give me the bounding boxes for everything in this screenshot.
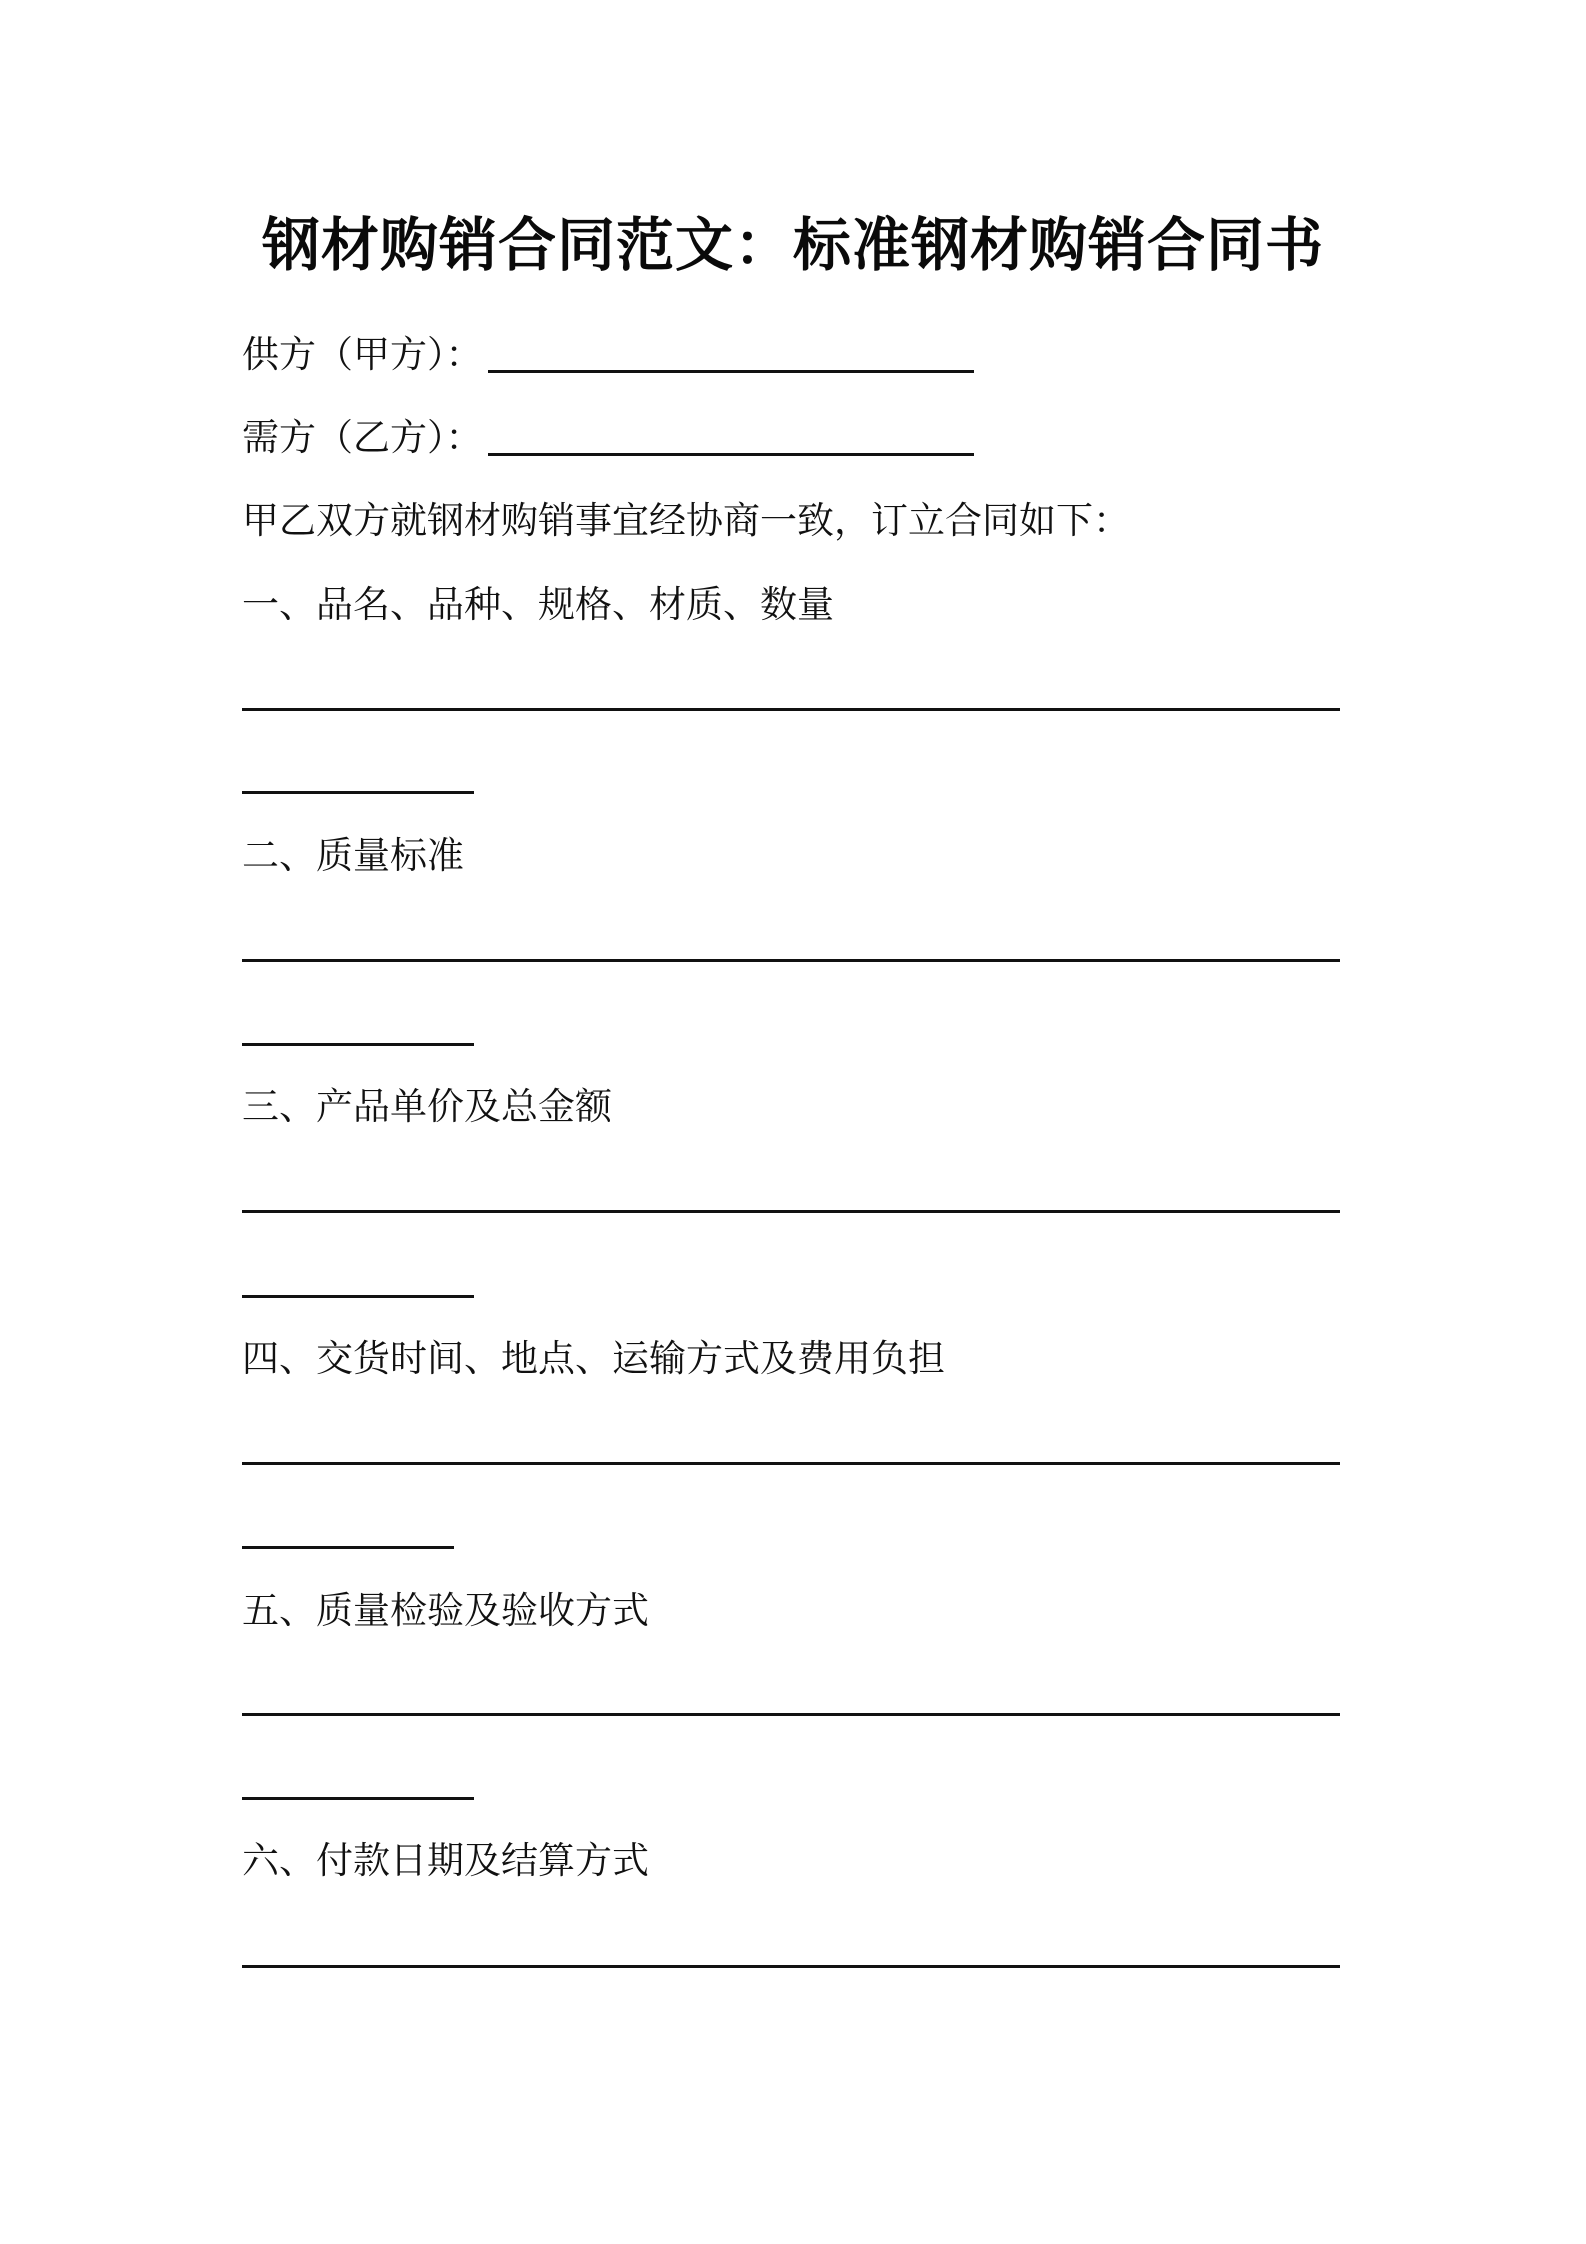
fill-in-line bbox=[242, 1797, 474, 1800]
fill-in-line bbox=[242, 1546, 454, 1549]
buyer-blank-line bbox=[488, 453, 974, 456]
document-title: 钢材购销合同范文：标准钢材购销合同书 bbox=[261, 211, 1324, 279]
fill-in-line bbox=[242, 1210, 1340, 1213]
section-heading: 四、交货时间、地点、运输方式及费用负担 bbox=[242, 1337, 945, 1380]
fill-in-line bbox=[242, 708, 1340, 711]
fill-in-line bbox=[242, 1965, 1340, 1968]
contract-intro: 甲乙双方就钢材购销事宜经协商一致，订立合同如下： bbox=[242, 499, 1130, 542]
fill-in-line bbox=[242, 1295, 474, 1298]
fill-in-line bbox=[242, 1043, 474, 1046]
section-heading: 一、品名、品种、规格、材质、数量 bbox=[242, 583, 834, 626]
supplier-label: 供方（甲方）： bbox=[242, 333, 483, 376]
fill-in-line bbox=[242, 791, 474, 794]
fill-in-line bbox=[242, 959, 1340, 962]
section-heading: 三、产品单价及总金额 bbox=[242, 1085, 612, 1128]
fill-in-line bbox=[242, 1462, 1340, 1465]
section-heading: 六、付款日期及结算方式 bbox=[242, 1839, 649, 1882]
section-heading: 五、质量检验及验收方式 bbox=[242, 1589, 649, 1632]
supplier-blank-line bbox=[488, 370, 974, 373]
buyer-label: 需方（乙方）： bbox=[242, 416, 483, 459]
section-heading: 二、质量标准 bbox=[242, 834, 464, 877]
fill-in-line bbox=[242, 1713, 1340, 1716]
